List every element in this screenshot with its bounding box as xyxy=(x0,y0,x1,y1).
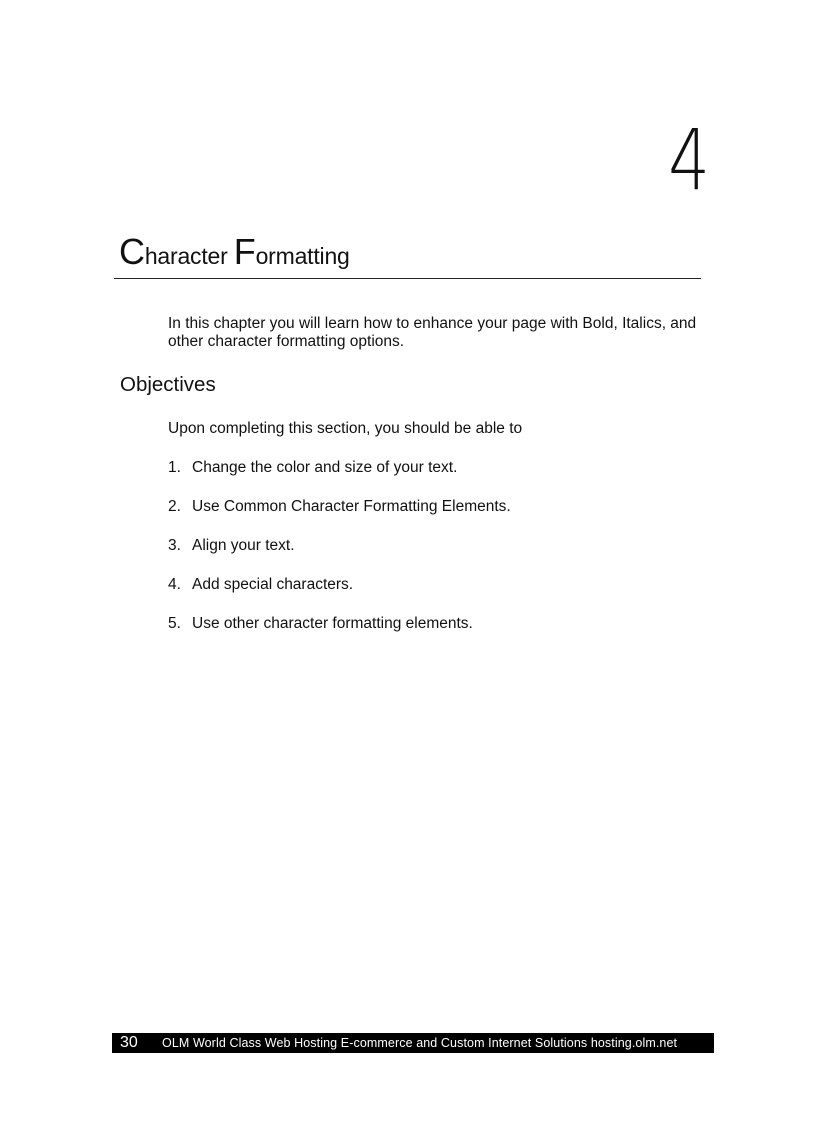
list-item-number: 2. xyxy=(168,498,181,515)
footer-text: OLM World Class Web Hosting E-commerce and Custom Internet Solutions hosting.olm.net xyxy=(162,1036,678,1050)
list-item-text: Use Common Character Formatting Elements. xyxy=(192,498,511,515)
list-item xyxy=(168,498,511,537)
list-item-text: Change the color and size of your text. xyxy=(192,459,458,476)
list-item-number: 3. xyxy=(168,537,181,554)
list-item xyxy=(168,576,511,615)
title-initial-f: F xyxy=(233,231,256,272)
title-initial-c: C xyxy=(119,231,145,272)
list-item xyxy=(168,615,511,654)
objectives-lead: Upon completing this section, you should be able to xyxy=(168,420,523,437)
list-item-number: 5. xyxy=(168,615,181,632)
chapter-intro: In this chapter you will learn how to enhance your page with Bold, Italics, and other character formatting options. xyxy=(168,315,697,350)
title-word-1-rest: haracter xyxy=(144,243,234,269)
list-item-text: Align your text. xyxy=(192,537,295,554)
list-item-text: Use other character formatting elements. xyxy=(192,615,473,632)
list-item xyxy=(168,537,511,576)
list-item-text: Add special characters. xyxy=(192,576,354,593)
list-item xyxy=(168,459,511,498)
title-divider xyxy=(114,278,701,279)
chapter-title xyxy=(119,231,350,272)
page-number: 30 xyxy=(120,1034,138,1051)
objectives-heading: Objectives xyxy=(120,373,216,396)
list-item-number: 4. xyxy=(168,576,181,593)
objectives-list xyxy=(168,459,511,654)
chapter-number: 4 xyxy=(668,111,710,209)
page-footer xyxy=(112,1033,714,1053)
title-word-2-rest: ormatting xyxy=(255,243,350,269)
list-item-number: 1. xyxy=(168,459,181,476)
